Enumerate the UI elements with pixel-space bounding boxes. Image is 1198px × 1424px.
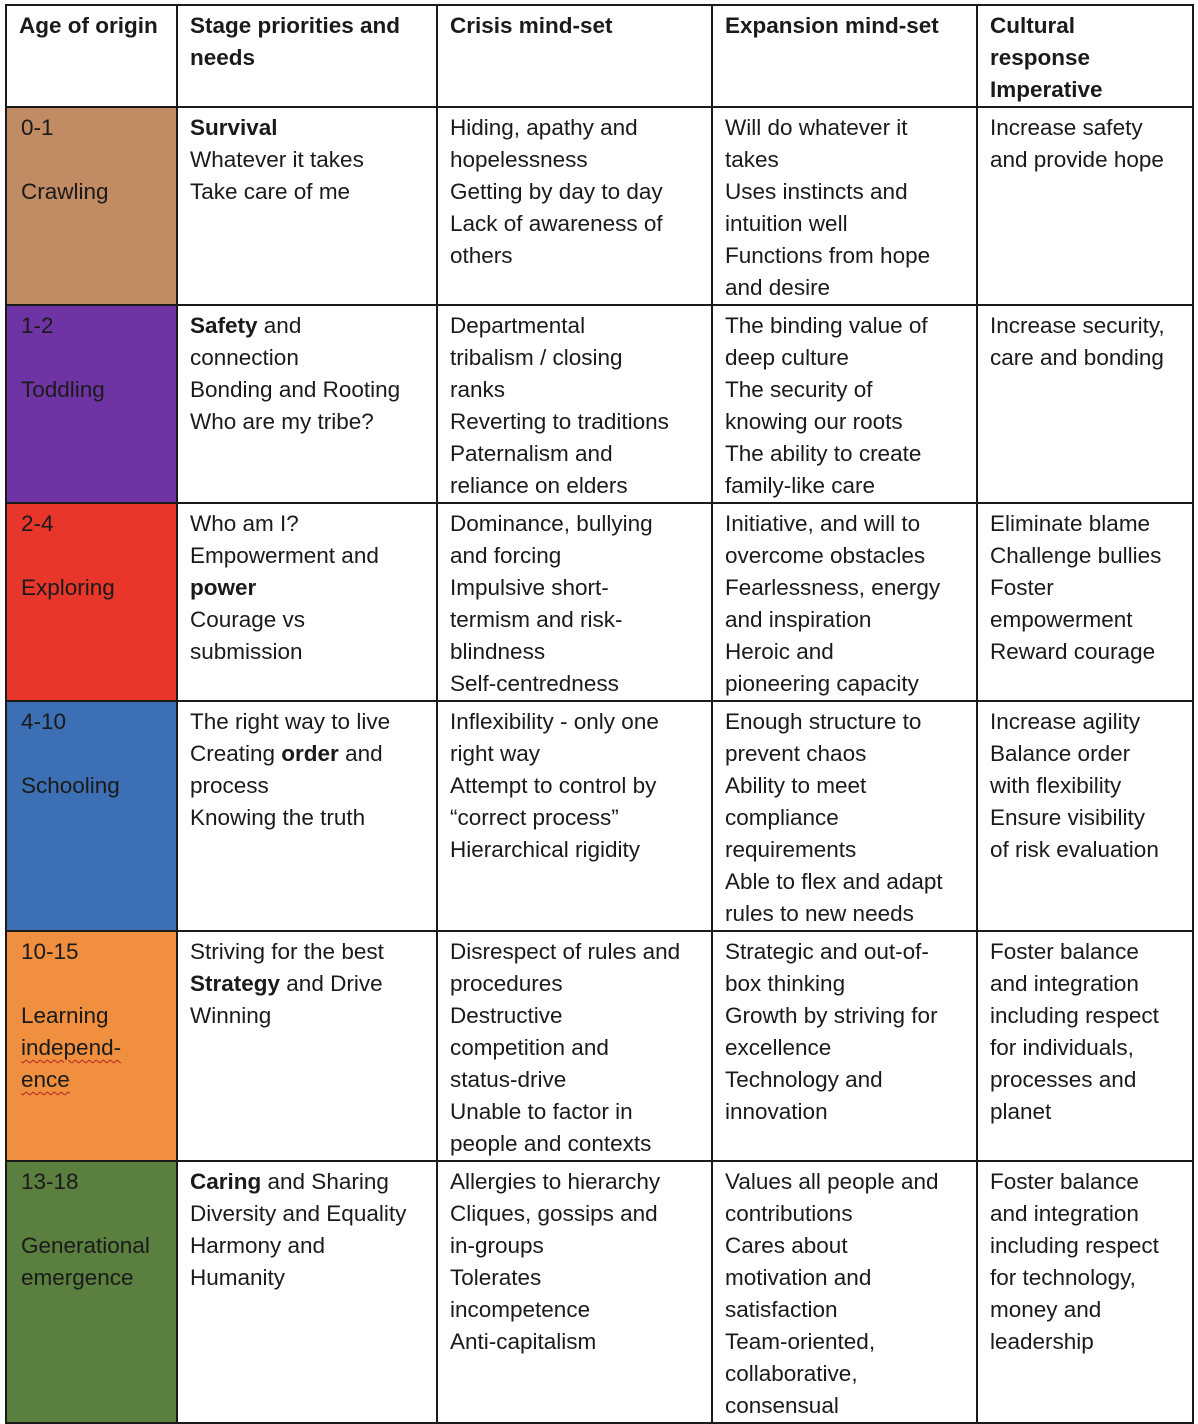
priority-line [190,636,428,668]
expansion-line: rules to new needs [725,901,914,926]
priority-text: Diversity and Equality [190,1201,407,1226]
response-line: Increase agility [990,709,1141,734]
spacer [21,738,168,770]
response-line: planet [990,1099,1052,1124]
expansion-cell [712,701,977,931]
priority-text: Humanity [190,1265,286,1290]
priority-text: Who are my tribe? [190,409,374,434]
age-range: 0-1 [21,115,54,140]
priority-line [190,1230,428,1262]
crisis-line: Inflexibility - only one [450,709,659,734]
priority-line [190,540,428,572]
expansion-line: takes [725,147,779,172]
crisis-cell [437,1161,712,1423]
priority-text: Whatever it takes [190,147,364,172]
priority-text: and Sharing [261,1169,389,1194]
stage-name: Exploring [21,575,115,600]
priority-text: process [190,773,269,798]
crisis-line: Paternalism and [450,441,613,466]
priorities-cell [177,1161,437,1423]
expansion-line: The binding value of [725,313,928,338]
crisis-line: tribalism / closing [450,345,623,370]
crisis-line: Destructive [450,1003,563,1028]
expansion-line: Team-oriented, [725,1329,876,1354]
response-line: of risk evaluation [990,837,1159,862]
priority-text: Knowing the truth [190,805,366,830]
age-cell [6,305,177,503]
expansion-cell [712,931,977,1161]
priorities-cell [177,701,437,931]
header-age-of-origin [6,5,177,107]
expansion-line: deep culture [725,345,849,370]
expansion-line: consensual [725,1393,839,1418]
response-line: including respect [990,1233,1159,1258]
priority-line [190,738,428,770]
table-row [6,107,1193,305]
expansion-line: satisfaction [725,1297,838,1322]
table-row [6,503,1193,701]
stage-name: Toddling [21,377,105,402]
priorities-cell [177,931,437,1161]
priority-text: Who am I? [190,511,299,536]
crisis-line: Getting by day to day [450,179,663,204]
spacer [21,968,168,1000]
priority-line [190,1262,428,1294]
crisis-cell [437,107,712,305]
response-line: for individuals, [990,1035,1134,1060]
expansion-line: prevent chaos [725,741,867,766]
culture-stages-table [5,4,1194,1424]
crisis-line: hopelessness [450,147,588,172]
stage-name: Learning [21,1003,109,1028]
header-cultural-response [977,5,1193,107]
response-line: leadership [990,1329,1094,1354]
age-range: 13-18 [21,1169,79,1194]
expansion-cell [712,107,977,305]
expansion-line: Cares about [725,1233,848,1258]
header-text: needs [190,45,256,70]
header-text: response [990,45,1091,70]
expansion-line: innovation [725,1099,828,1124]
crisis-line: Attempt to control by [450,773,657,798]
stage-name: Generational [21,1233,150,1258]
response-line: empowerment [990,607,1133,632]
table-row [6,1161,1193,1423]
stage-name: Schooling [21,773,120,798]
crisis-line: Hiding, apathy and [450,115,638,140]
priority-line [190,508,428,540]
expansion-line: Fearlessness, energy [725,575,941,600]
response-line: and integration [990,971,1139,996]
stage-name: independ- [21,1035,122,1060]
header-text: Expansion mind-set [725,13,939,38]
priority-text: Striving for the best [190,939,384,964]
expansion-line: overcome obstacles [725,543,926,568]
expansion-line: pioneering capacity [725,671,919,696]
crisis-line: ranks [450,377,506,402]
crisis-line: Self-centredness [450,671,619,696]
spacer [21,342,168,374]
crisis-line: Lack of awareness of [450,211,663,236]
priority-line [190,112,428,144]
priority-line [190,406,428,438]
priorities-cell [177,305,437,503]
expansion-line: knowing our roots [725,409,903,434]
crisis-cell [437,701,712,931]
response-line: and integration [990,1201,1139,1226]
crisis-line: Allergies to hierarchy [450,1169,661,1194]
priority-text: and Drive [280,971,383,996]
expansion-line: Values all people and [725,1169,939,1194]
expansion-line: Will do whatever it [725,115,908,140]
header-text: Stage priorities and [190,13,401,38]
expansion-line: family-like care [725,473,876,498]
header-text: Age of origin [19,13,158,38]
priority-text: Courage vs [190,607,306,632]
header-row [6,5,1193,107]
expansion-line: compliance [725,805,839,830]
priority-text: and [338,741,383,766]
priority-text: Empowerment and [190,543,379,568]
age-cell [6,701,177,931]
expansion-line: Functions from hope [725,243,931,268]
priority-keyword: Strategy [190,971,281,996]
expansion-line: and desire [725,275,831,300]
response-line: including respect [990,1003,1159,1028]
priority-line [190,1198,428,1230]
priority-text: Creating [190,741,282,766]
crisis-line: Unable to factor in [450,1099,633,1124]
priority-line [190,802,428,834]
expansion-line: Heroic and [725,639,834,664]
crisis-line: procedures [450,971,563,996]
crisis-line: Reverting to traditions [450,409,669,434]
priorities-cell [177,107,437,305]
priority-line [190,968,428,1000]
expansion-line: requirements [725,837,857,862]
priority-keyword: Caring [190,1169,262,1194]
table-body [6,107,1193,1423]
response-line: care and bonding [990,345,1164,370]
crisis-line: in-groups [450,1233,544,1258]
priority-line [190,176,428,208]
expansion-cell [712,305,977,503]
expansion-line: excellence [725,1035,832,1060]
crisis-line: termism and risk- [450,607,623,632]
crisis-line: Dominance, bullying [450,511,653,536]
age-cell [6,107,177,305]
header-stage-priorities [177,5,437,107]
stage-name: Crawling [21,179,109,204]
crisis-line: Hierarchical rigidity [450,837,641,862]
priority-line [190,706,428,738]
response-line: processes and [990,1067,1137,1092]
crisis-line: Anti-capitalism [450,1329,597,1354]
age-cell [6,931,177,1161]
spacer [21,144,168,176]
expansion-line: Uses instincts and [725,179,908,204]
expansion-line: The ability to create [725,441,922,466]
priority-line [190,1000,428,1032]
priority-line [190,770,428,802]
crisis-line: reliance on elders [450,473,628,498]
response-cell [977,107,1193,305]
crisis-cell [437,931,712,1161]
crisis-line: “correct process” [450,805,619,830]
crisis-cell [437,503,712,701]
response-cell [977,305,1193,503]
crisis-line: status-drive [450,1067,567,1092]
crisis-line: people and contexts [450,1131,652,1156]
table-row [6,701,1193,931]
priority-line [190,144,428,176]
header-text: Cultural [990,13,1076,38]
spacer [21,1198,168,1230]
expansion-line: and inspiration [725,607,872,632]
expansion-line: Initiative, and will to [725,511,921,536]
response-line: Ensure visibility [990,805,1146,830]
expansion-line: collaborative, [725,1361,858,1386]
response-line: with flexibility [990,773,1122,798]
response-line: for technology, [990,1265,1136,1290]
header-text: Crisis mind-set [450,13,613,38]
priority-line [190,342,428,374]
priority-text: Bonding and Rooting [190,377,401,402]
priority-text: Winning [190,1003,272,1028]
crisis-line: others [450,243,513,268]
header-expansion-mindset [712,5,977,107]
priority-line [190,374,428,406]
crisis-line: Departmental [450,313,586,338]
response-line: Foster [990,575,1054,600]
response-line: Challenge bullies [990,543,1162,568]
crisis-line: and forcing [450,543,562,568]
response-cell [977,931,1193,1161]
expansion-line: Able to flex and adapt [725,869,943,894]
age-cell [6,503,177,701]
priority-line [190,604,428,636]
priority-keyword: power [190,575,257,600]
priority-text: The right way to live [190,709,391,734]
crisis-line: Disrespect of rules and [450,939,681,964]
expansion-line: Growth by striving for [725,1003,938,1028]
response-cell [977,701,1193,931]
priority-text: submission [190,639,303,664]
response-line: Increase security, [990,313,1165,338]
response-cell [977,503,1193,701]
expansion-line: Ability to meet [725,773,867,798]
priority-line [190,572,428,604]
crisis-cell [437,305,712,503]
priority-text: Take care of me [190,179,351,204]
crisis-line: competition and [450,1035,609,1060]
stage-name: emergence [21,1265,134,1290]
response-line: Eliminate blame [990,511,1151,536]
table-row [6,931,1193,1161]
header-crisis-mindset [437,5,712,107]
age-range: 4-10 [21,709,67,734]
priority-keyword: Safety [190,313,258,338]
expansion-line: Technology and [725,1067,883,1092]
crisis-line: Tolerates [450,1265,542,1290]
crisis-line: right way [450,741,541,766]
expansion-line: contributions [725,1201,853,1226]
priority-keyword: Survival [190,115,278,140]
crisis-line: incompetence [450,1297,591,1322]
expansion-line: motivation and [725,1265,872,1290]
expansion-line: Strategic and out-of- [725,939,929,964]
priority-line [190,310,428,342]
response-line: Foster balance [990,1169,1139,1194]
response-line: money and [990,1297,1102,1322]
expansion-cell [712,1161,977,1423]
expansion-line: The security of [725,377,873,402]
crisis-line: Cliques, gossips and [450,1201,658,1226]
priority-text: Harmony and [190,1233,326,1258]
age-range: 2-4 [21,511,54,536]
header-text: Imperative [990,77,1103,102]
stage-name: ence [21,1067,70,1092]
priority-line [190,936,428,968]
spacer [21,540,168,572]
priority-line [190,1166,428,1198]
expansion-line: box thinking [725,971,846,996]
response-line: Reward courage [990,639,1156,664]
expansion-line: intuition well [725,211,848,236]
priority-text: connection [190,345,299,370]
response-line: Balance order [990,741,1131,766]
response-line: Foster balance [990,939,1139,964]
table-row [6,305,1193,503]
response-line: Increase safety [990,115,1143,140]
age-range: 10-15 [21,939,79,964]
response-cell [977,1161,1193,1423]
priority-text: and [257,313,302,338]
age-cell [6,1161,177,1423]
response-line: and provide hope [990,147,1164,172]
age-range: 1-2 [21,313,54,338]
crisis-line: Impulsive short- [450,575,609,600]
crisis-line: blindness [450,639,546,664]
priorities-cell [177,503,437,701]
expansion-cell [712,503,977,701]
priority-keyword: order [281,741,339,766]
expansion-line: Enough structure to [725,709,922,734]
